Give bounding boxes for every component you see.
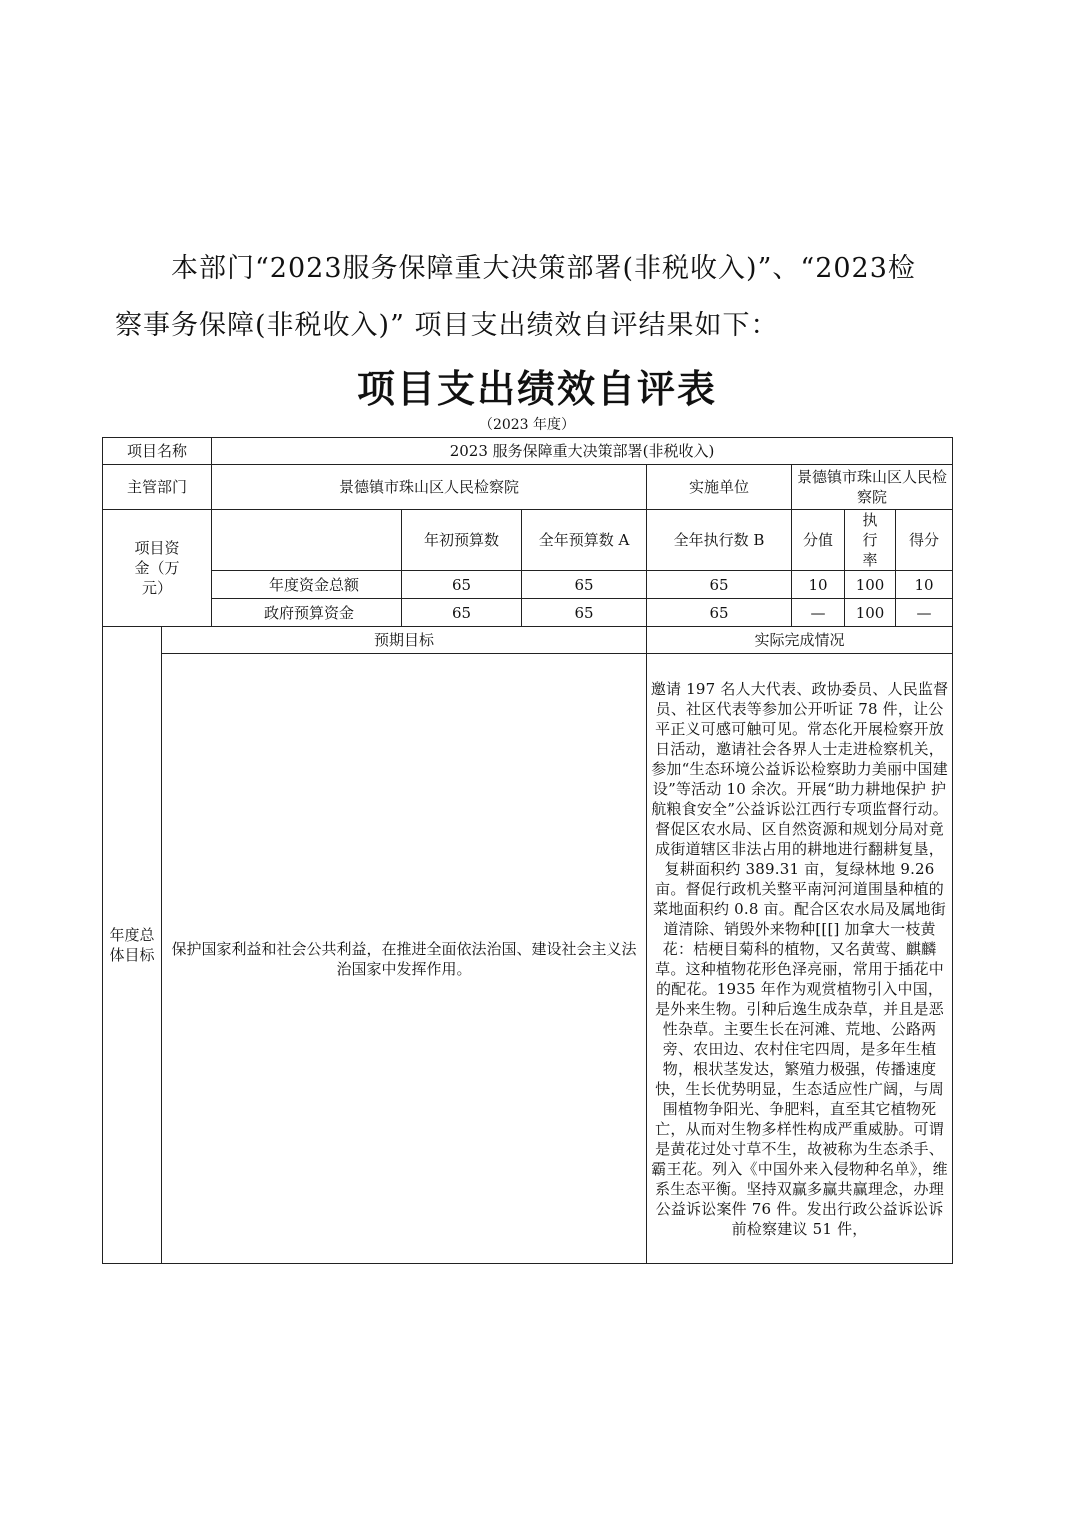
intro-paragraph: 本部门“2023服务保障重大决策部署(非税收入)”、“2023检察事务保障(非税收入)” 项目支出绩效自评结果如下： [115, 253, 916, 341]
page-title: 项目支出绩效自评表 [356, 366, 717, 411]
cell-executed: 65 [647, 599, 792, 627]
table-row [103, 627, 953, 654]
cell-score: — [896, 599, 953, 627]
header-score: 得分 [896, 510, 953, 571]
impl-value: 景德镇市珠山区人民检察院 [792, 465, 953, 510]
cell-rate: 100 [845, 571, 896, 599]
actual-completion-text: 邀请 197 名人大代表、政协委员、人民监督员、社区代表等参加公开听证 78 件，让公平正义可感可触可见。常态化开展检察开放日活动，邀请社会各界人士走进检察机关，参加“生态环境公益诉讼检察助力美丽中国建设”等活动 10 余次。开展“助力耕地保护 护航粮食安全”公益诉讼江西行专项监督行动。督促区农水局、区自然资源和规划分局对竟成街道辖区非法占用的耕地进行翻耕复垦，复耕面积约 389.31 亩，复绿林地 9.26 亩。督促行政机关整平南河河道围垦种植的菜地面积约 0.8 亩。配合区农水局及属地街道清除、销毁外来物种[[[] 加拿大一枝黄花：桔梗目菊科的植物，又名黄莺、麒麟草。这种植物花形色泽亮丽，常用于插花中的配花。1935 年作为观赏植物引入中国，是外来生物。引种后逸生成杂草，并且是恶性杂草。主要生长在河滩、荒地、公路两旁、农田边、农村住宅四周，是多年生植物，根状茎发达，繁殖力极强，传播速度快，生长优势明显，生态适应性广阔，与周围植物争阳光、争肥料，直至其它植物死亡，从而对生物多样性构成严重威胁。可谓是黄花过处寸草不生，故被称为生态杀手、霸王花。列入《中国外来入侵物种名单》，维系生态平衡。坚持双赢多赢共赢理念，办理公益诉讼案件 76 件。发出行政公益诉讼诉前检察建议 51 件， [647, 654, 953, 1264]
expected-header: 预期目标 [162, 627, 647, 654]
cell-initial: 65 [402, 571, 522, 599]
project-name-value: 2023 服务保障重大决策部署(非税收入) [212, 438, 953, 465]
cell-annual: 65 [522, 571, 647, 599]
dept-label: 主管部门 [103, 465, 212, 510]
cell-value: 10 [792, 571, 845, 599]
table-row [103, 599, 953, 627]
header-annual-budget: 全年预算数 A [522, 510, 647, 571]
cell-initial: 65 [402, 599, 522, 627]
actual-header: 实际完成情况 [647, 627, 953, 654]
cell-value: — [792, 599, 845, 627]
table-row [103, 510, 953, 571]
cell-score: 10 [896, 571, 953, 599]
row-label: 政府预算资金 [212, 599, 402, 627]
dept-value: 景德镇市珠山区人民检察院 [212, 465, 647, 510]
cell-rate: 100 [845, 599, 896, 627]
funds-header-blank [212, 510, 402, 571]
row-label: 年度资金总额 [212, 571, 402, 599]
cell-executed: 65 [647, 571, 792, 599]
evaluation-table [102, 437, 953, 1264]
table-row [103, 571, 953, 599]
goal-label: 年度总体目标 [103, 627, 162, 1264]
cell-annual: 65 [522, 599, 647, 627]
impl-label: 实施单位 [647, 465, 792, 510]
header-initial-budget: 年初预算数 [402, 510, 522, 571]
project-name-label: 项目名称 [103, 438, 212, 465]
header-score-value: 分值 [792, 510, 845, 571]
header-executed: 全年执行数 B [647, 510, 792, 571]
expected-goal-text: 保护国家利益和社会公共利益，在推进全面依法治国、建设社会主义法治国家中发挥作用。 [162, 654, 647, 1264]
table-row [103, 654, 953, 1264]
table-row [103, 465, 953, 510]
year-label: （2023 年度） [478, 417, 576, 433]
funds-label: 项目资金（万元） [103, 510, 212, 627]
table-row [103, 438, 953, 465]
header-exec-rate: 执行率 [845, 510, 896, 571]
